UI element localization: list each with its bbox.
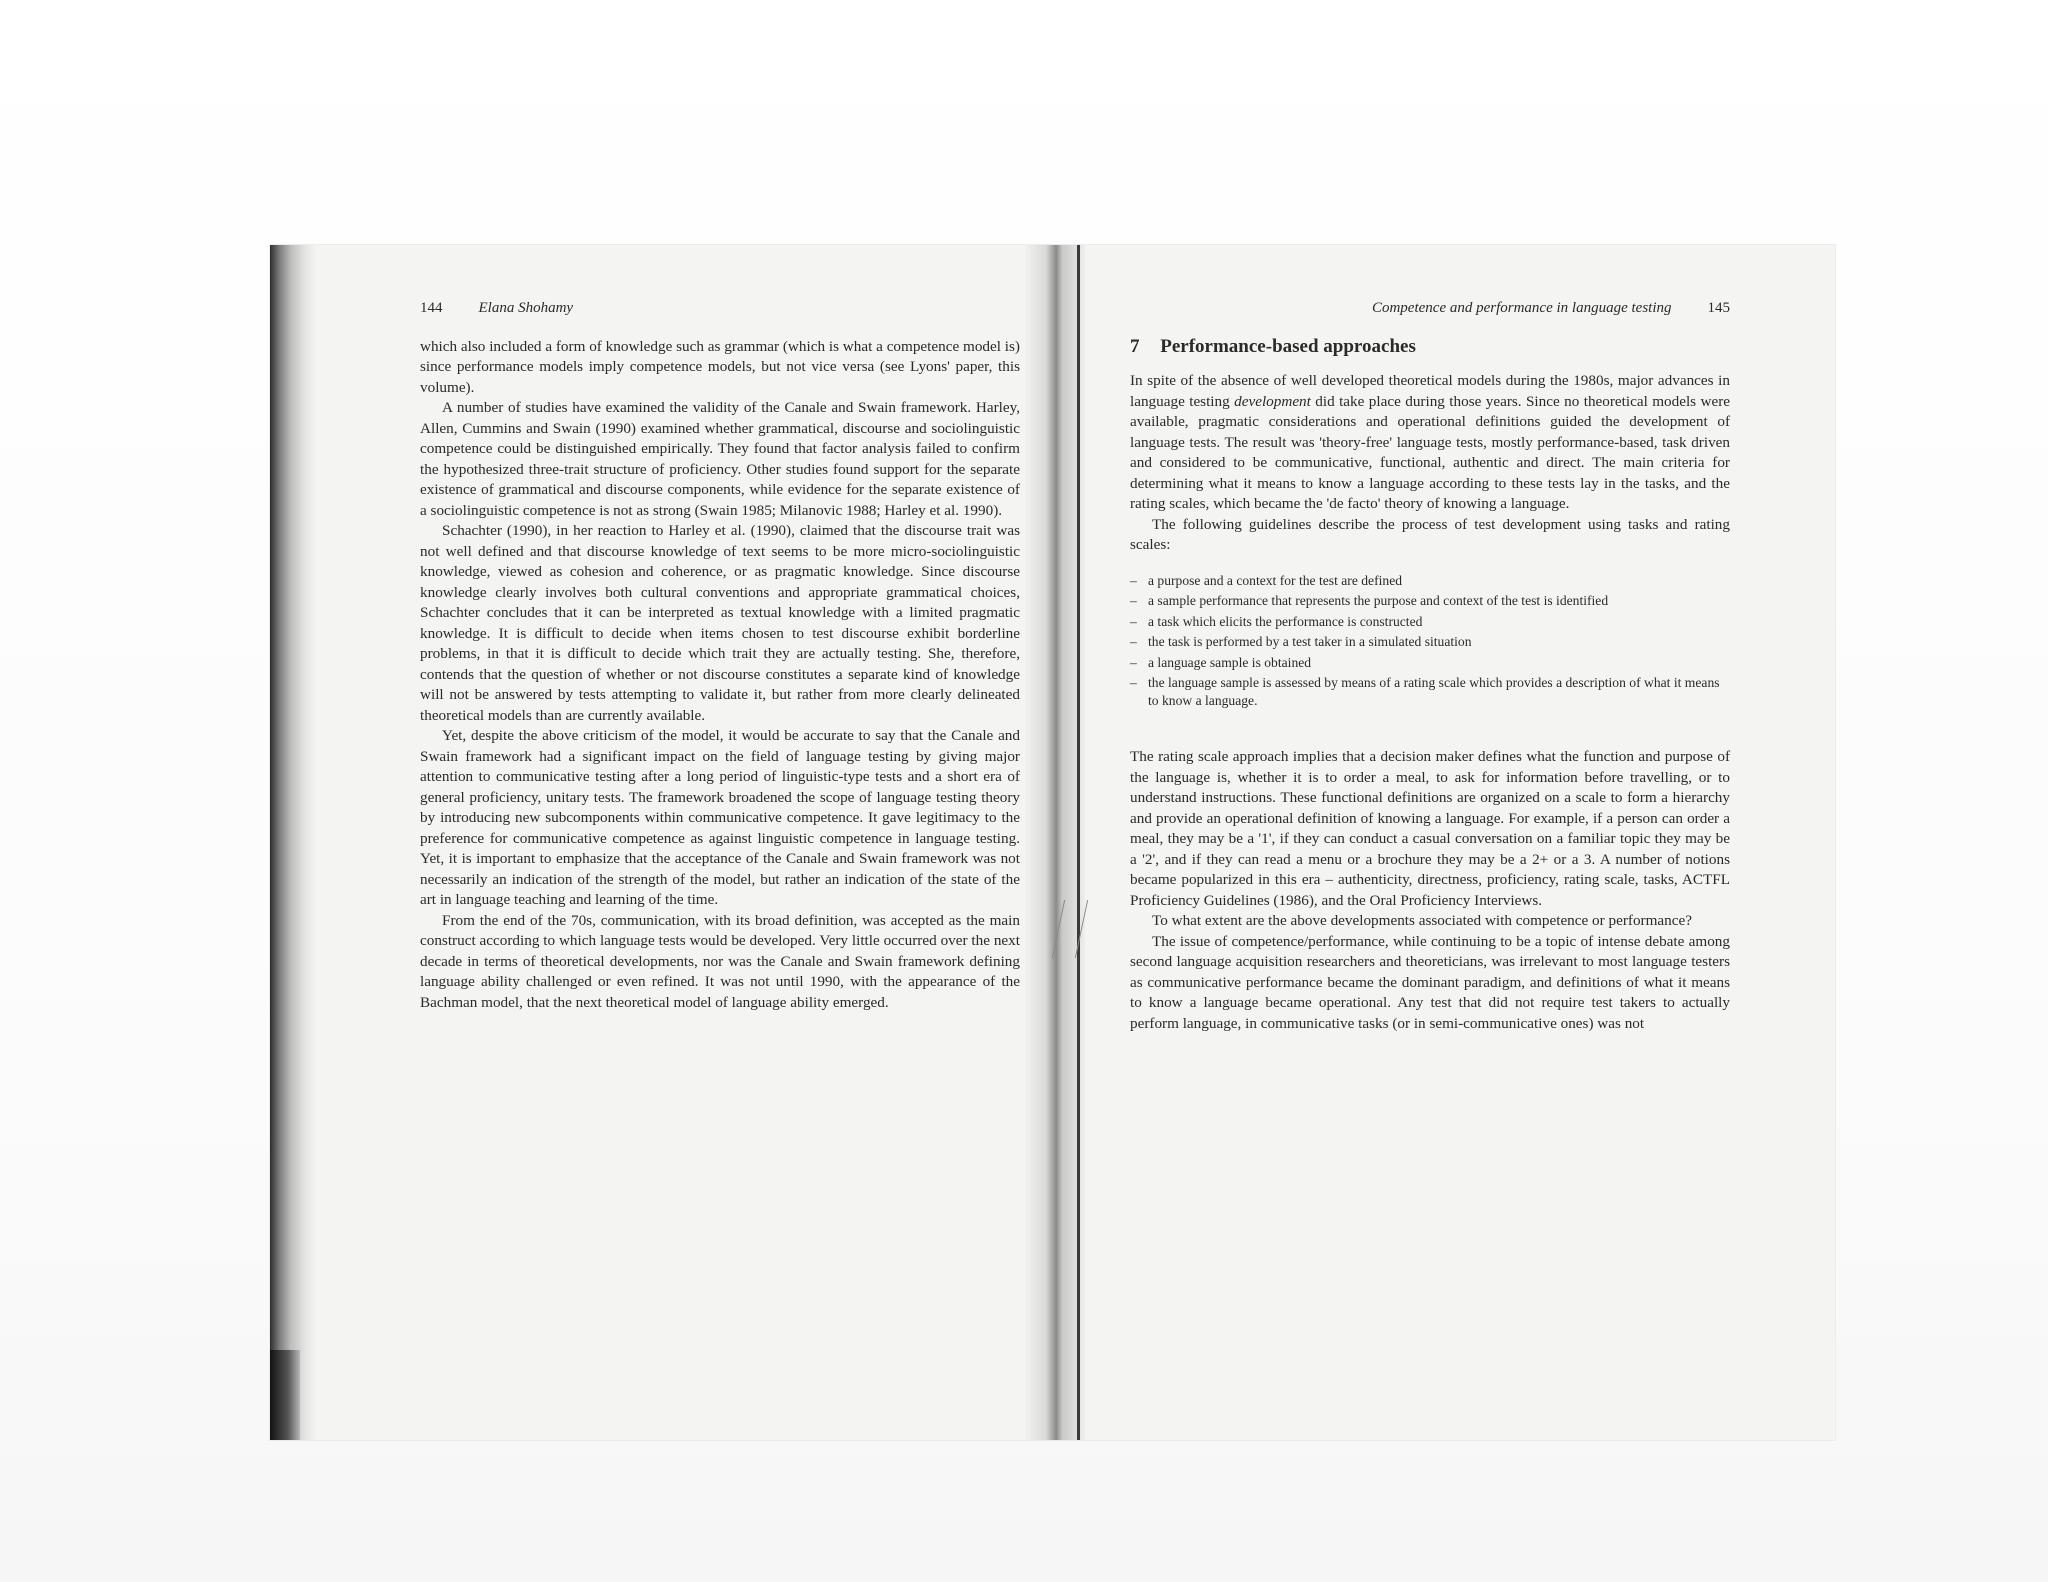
left-paragraph: Schachter (1990), in her reaction to Harley et al. (1990), claimed that the discourse trait was not well defined and that discourse knowledge of text seems to be more micro-sociolinguistic knowledge, viewed as cohesion and coherence, or as pragmatic knowledge. Since discourse knowledge clearly involves both cultural conventions and appropriate grammatical choices, Schachter concludes that it can be interpreted as textual knowledge with a limited pragmatic knowledge. It is difficult to decide when items chosen to test discourse exhibit borderline problems, in that it is difficult to decide which trait they are actually testing. She, therefore, contends that the question of whether or not discourse constitutes a separate kind of knowledge will not be answered by tests attempting to validate it, but rather from more clearly delineated theoretical models than are currently available. — [420, 522, 1020, 724]
left-page — [420, 298, 1020, 1013]
guideline-item: – a purpose and a context for the test are defined — [1130, 572, 1730, 590]
section-heading — [1130, 337, 1730, 358]
guidelines-list — [1130, 572, 1730, 710]
guideline-item: – a task which elicits the performance is constructed — [1130, 613, 1730, 631]
guideline-item: – a sample performance that represents the purpose and context of the test is identified — [1130, 592, 1730, 610]
intro-text-end: did take place during those years. Since no theoretical models were available, pragmatic considerations and operational definitions guided the development of language tests. The result was 'theory-free' language tests, mostly performance-based, task driven and considered to be communicative, functional, authentic and direct. The main criteria for determining what it means to know a language according to these tests lay in the tasks, and the rating scales, which became the 'de facto' theory of knowing a language. — [1130, 392, 1730, 512]
book-gutter — [1025, 245, 1085, 1440]
right-intro-paragraph — [1130, 371, 1730, 515]
section-title: Performance-based approaches — [1160, 335, 1416, 357]
guideline-item: – the language sample is assessed by means of a rating scale which provides a description of what it means to know a language. — [1130, 674, 1730, 709]
left-paragraph: which also included a form of knowledge such as grammar (which is what a competence model is) since performance models imply competence models, but not vice versa (see Lyons' paper, this volume). — [420, 337, 1020, 396]
left-paragraph: From the end of the 70s, communication, with its broad definition, was accepted as the main construct according to which language tests would be developed. Very little occurred over the next decade in terms of theoretical developments, nor was the Canale and Swain framework defining language ability challenged or even refined. It was not until 1990, with the appearance of the Bachman model, that the next theoretical model of language ability emerged. — [420, 911, 1020, 1011]
right-running-head — [1130, 298, 1730, 319]
right-paragraph: To what extent are the above developments associated with competence or performance? — [1152, 912, 1692, 929]
right-page-number: 145 — [1707, 300, 1730, 316]
section-number: 7 — [1130, 335, 1140, 357]
left-paragraph: Yet, despite the above criticism of the model, it would be accurate to say that the Canale and Swain framework had a significant impact on the field of language testing by giving major attention to communicative testing after a long period of linguistic-type tests and a short era of general proficiency, unitary tests. The framework broadened the scope of language testing theory by introducing new subcomponents within communicative competence. It gave legitimacy to the preference for communicative competence as against linguistic competence in language testing. Yet, it is important to emphasize that the acceptance of the Canale and Swain framework was not necessarily an indication of the strength of the model, but rather an indication of the state of the art in language teaching and learning of the time. — [420, 727, 1020, 908]
left-running-head — [420, 298, 1020, 319]
intro-text-start: In spite of the absence of well developed theoretical models during the 1980s, major advances in language testing — [1130, 372, 1730, 410]
guidelines-intro: The following guidelines describe the process of test development using tasks and rating scales: — [1130, 515, 1730, 553]
guideline-item: – a language sample is obtained — [1130, 654, 1730, 672]
left-page-edge-shadow — [270, 245, 316, 1440]
right-paragraph: The rating scale approach implies that a decision maker defines what the function and purpose of the language is, whether it is to order a meal, to ask for information before travelling, or to understand instructions. These functional definitions are organized on a scale to form a hierarchy and provide an operational definition of knowing a language. For example, if a person can order a meal, they may be a '1', if they can conduct a casual conversation on a familiar topic they may be a '2', and if they can read a menu or a brochure they may be a 2+ or a 3. A number of notions became popularized in this era – authenticity, directness, proficiency, rating scale, tasks, ACTFL Proficiency Guidelines (1986), and the Oral Proficiency Interviews. — [1130, 748, 1730, 909]
right-paragraph: The issue of competence/performance, while continuing to be a topic of intense debate among second language acquisition researchers and theoreticians, was irrelevant to most language testers as communicative performance became the dominant paradigm, and definitions of what it means to know a language became operational. Any test that did not require test takers to actually perform language, in communicative tasks (or in semi-communicative ones) was not — [1130, 932, 1730, 1032]
gutter-fold-line — [1077, 245, 1080, 1440]
left-page-author: Elana Shohamy — [478, 300, 574, 316]
left-page-number: 144 — [420, 300, 443, 316]
right-running-title: Competence and performance in language testing — [1371, 300, 1672, 316]
right-page — [1130, 298, 1730, 1034]
intro-text-emphasis: development — [1234, 392, 1311, 410]
left-paragraph: A number of studies have examined the validity of the Canale and Swain framework. Harley, Allen, Cummins and Swain (1990) examined whether grammatical, discourse and sociolinguistic competence could be distinguished empirically. They found that factor analysis failed to confirm the hypothesized three-trait structure of proficiency. Other studies found support for the separate existence of grammatical and discourse components, while evidence for the separate existence of a sociolinguistic competence is not as strong (Swain 1985; Milanovic 1988; Harley et al. 1990). — [420, 399, 1020, 519]
guideline-item: – the task is performed by a test taker in a simulated situation — [1130, 633, 1730, 651]
left-page-corner-shadow — [270, 1350, 300, 1440]
